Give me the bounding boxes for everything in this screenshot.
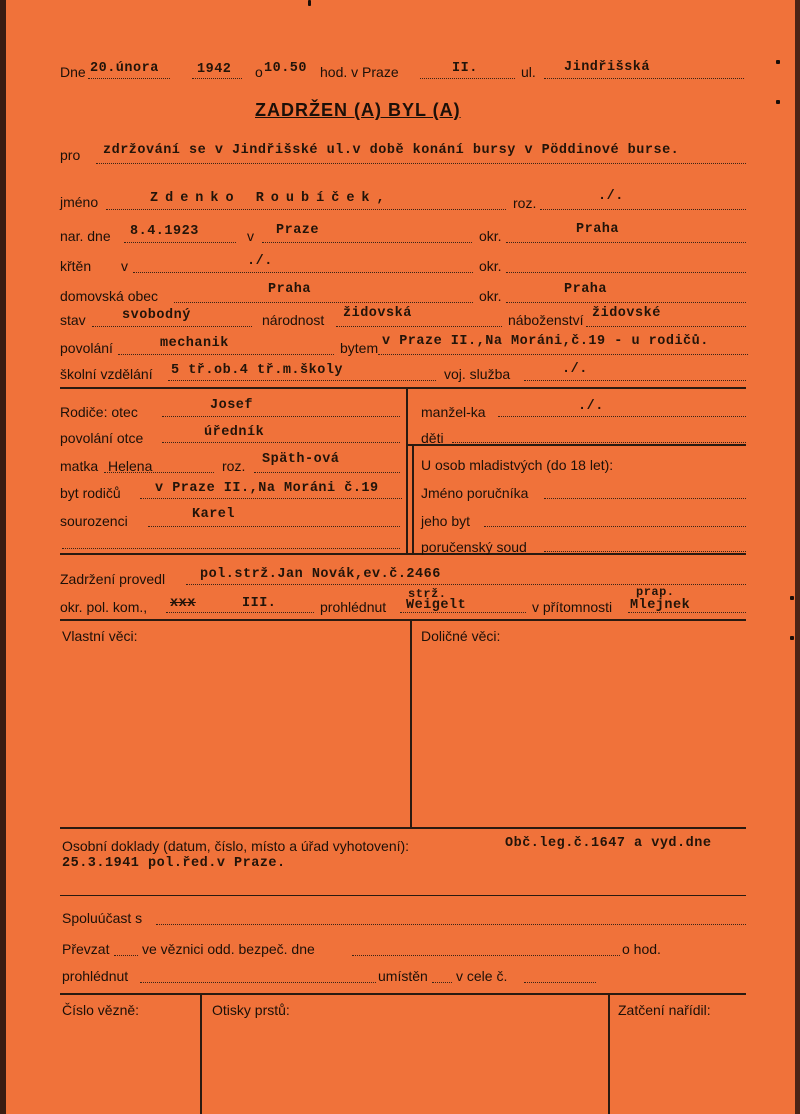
pritomnosti-label: v přítomnosti [532,599,613,615]
items-divider [410,620,412,828]
povolani-line [118,354,334,355]
nabozenstvi-label: náboženství [508,312,584,328]
povolani-otce-value: úředník [204,425,265,440]
items-bottom-rule [60,827,746,829]
jmeno-value: Zdenko Roubíček, [150,191,392,206]
otec-line [162,416,400,417]
hole-mark [776,100,780,104]
nar-okr-line [506,242,746,243]
manzel-line [498,416,746,417]
povolani-otce-label: povolání otce [60,430,144,446]
pritomnosti-rank: prap. [636,585,675,599]
obec-okr-label: okr. [479,288,502,304]
byt-label: byt rodičů [60,485,121,501]
cele-label: v cele č. [456,968,508,984]
matka-roz-line [254,472,400,473]
roz-line [540,209,746,210]
byt-value: v Praze II.,Na Moráni č.19 [155,481,379,496]
cislo-label: Číslo vězně: [62,1002,140,1018]
krten-okr-line [506,272,746,273]
matka-label: matka [60,458,99,474]
year-value: 1942 [197,62,232,77]
manzel-label: manžel-ka [421,404,486,420]
matka-line [104,472,214,473]
street-line [544,78,744,79]
sourozenci-line [148,526,400,527]
povolani-value: mechanik [160,336,229,351]
otec-value: Josef [210,398,254,413]
cele-line [524,982,596,983]
spoluucast-line [156,924,746,925]
mladistvi-label: U osob mladistvých (do 18 let): [421,457,614,473]
deti-line [452,442,746,443]
o-hod-label: o hod. [622,941,661,957]
dne-label: Dne [60,64,86,80]
street-value: Jindřišská [564,60,651,75]
povolani-otce-line [162,442,400,443]
family-divider [406,388,408,554]
date-value: 20.února [90,61,159,76]
paper-edge-right [795,0,800,1114]
prohlednut-label: prohlédnut [320,599,387,615]
obec-line [174,302,473,303]
jeho-byt-label: jeho byt [421,513,471,529]
hole-mark [308,0,311,6]
bytem-line [378,354,748,355]
byt-line [140,498,402,499]
prohlednut-footer-line [140,982,376,983]
kom-struck: xxx [170,596,196,611]
stav-line [92,326,252,327]
prohlednut-line [400,612,526,613]
kom-line [166,612,314,613]
deti-label: děti [421,430,444,446]
krten-okr-label: okr. [479,258,502,274]
roz-value: ./. [598,189,624,204]
vzdelani-label: školní vzdělání [60,366,153,382]
roz-label: roz. [513,195,537,211]
kom-label: okr. pol. kom., [60,599,148,615]
obec-value: Praha [268,282,312,297]
jmeno-line [106,209,506,210]
sourozenci-value: Karel [192,507,236,522]
family-sub-rule [408,444,746,446]
porucnik-line [544,498,746,499]
hole-mark [776,60,780,64]
vzdelani-line [168,380,436,381]
nar-label: nar. dne [60,228,111,244]
paper-edge-left [0,0,6,1114]
dolicne-label: Doličné věci: [421,628,501,644]
footer-divider-1 [200,994,202,1114]
reason-value: zdržování se v Jindřišské ul.v době konání bursy v Pöddinové burse. [103,143,680,158]
nar-okr-value: Praha [576,222,620,237]
vezence-label: ve věznici odd. bezpeč. dne [142,941,315,957]
umisten-line [432,982,452,983]
minor-divider [412,446,414,554]
jeho-byt-line [484,526,746,527]
dne-line [352,955,620,956]
provedl-label: Zadržení provedl [60,571,166,587]
family-bottom-rule [60,553,746,555]
o-label: o [255,64,263,80]
obec-okr-value: Praha [564,282,608,297]
narodnost-value: židovská [343,306,412,321]
soud-label: poručenský soud [421,539,527,555]
prevzat-label: Převzat [62,941,110,957]
sourozenci-line-2 [62,548,400,549]
narodnost-label: národnost [262,312,325,328]
footer-rule [60,993,746,995]
documents-value-line1: Obč.leg.č.1647 a vyd.dne [505,836,712,851]
stav-label: stav [60,312,86,328]
time-value: 10.50 [264,61,308,76]
porucnik-label: Jméno poručníka [421,485,529,501]
nar-v-value: Praze [276,223,320,238]
vzdelani-value: 5 tř.ob.4 tř.m.školy [171,363,344,378]
documents-value-line2: 25.3.1941 pol.řed.v Praze. [62,856,286,871]
umisten-label: umístěn [378,968,428,984]
bytem-value: v Praze II.,Na Moráni,č.19 - u rodičů. [382,334,709,349]
obec-okr-line [506,302,746,303]
obec-label: domovská obec [60,288,159,304]
reason-label: pro [60,147,81,163]
jmeno-label: jméno [60,194,99,210]
hod-v-praze-label: hod. v Praze [320,64,399,80]
hole-mark [790,596,794,600]
documents-label: Osobní doklady (datum, číslo, místo a úřad vyhotovení): [62,838,410,854]
items-top-rule [60,619,746,621]
soud-line [544,551,746,552]
footer-divider-2 [608,994,610,1114]
pritomnosti-value: Mlejnek [630,598,691,613]
district-value: II. [452,61,478,76]
otisky-label: Otisky prstů: [212,1002,290,1018]
documents-rule [60,895,746,896]
nar-okr-label: okr. [479,228,502,244]
narodnost-line [336,326,502,327]
reason-line [96,163,746,164]
matka-value: Helena [108,458,153,474]
bytem-label: bytem [340,340,379,356]
matka-roz-value: Späth-ová [262,452,340,467]
nar-v-line [262,242,472,243]
form-title: ZADRŽEN (A) BYL (A) [255,100,461,120]
family-top-rule [60,387,746,389]
district-line [420,78,515,79]
krten-v-label: v [121,258,128,274]
hole-mark [790,636,794,640]
prohlednut-footer-label: prohlédnut [62,968,129,984]
kom-value: III. [242,596,277,611]
date-line [88,78,170,79]
povolani-label: povolání [60,340,113,356]
nar-v-label: v [247,228,254,244]
sourozenci-label: sourozenci [60,513,128,529]
matka-roz-label: roz. [222,458,246,474]
rodice-label: Rodiče: otec [60,404,138,420]
sluzba-value: ./. [562,362,588,377]
krten-line [133,272,473,273]
zatceni-label: Zatčení nařídil: [618,1002,711,1018]
krten-value: ./. [247,254,273,269]
stav-value: svobodný [122,308,191,323]
spoluucast-label: Spoluúčast s [62,910,143,926]
ul-label: ul. [521,64,536,80]
nar-value: 8.4.1923 [130,224,199,239]
sluzba-line [524,380,746,381]
nabozenstvi-value: židovské [592,306,661,321]
krten-label: křtěn [60,258,92,274]
manzel-value: ./. [578,399,604,414]
nar-line [124,242,236,243]
pritomnosti-line [628,612,746,613]
prohlednut-rank: strž. [408,587,447,601]
provedl-value: pol.strž.Jan Novák,ev.č.2466 [200,567,441,582]
vlastni-label: Vlastní věci: [62,628,138,644]
sluzba-label: voj. služba [444,366,511,382]
year-line [192,78,242,79]
prevzat-line [114,955,138,956]
prohlednut-value: Weigelt [406,598,467,613]
nabozenstvi-line [586,326,746,327]
